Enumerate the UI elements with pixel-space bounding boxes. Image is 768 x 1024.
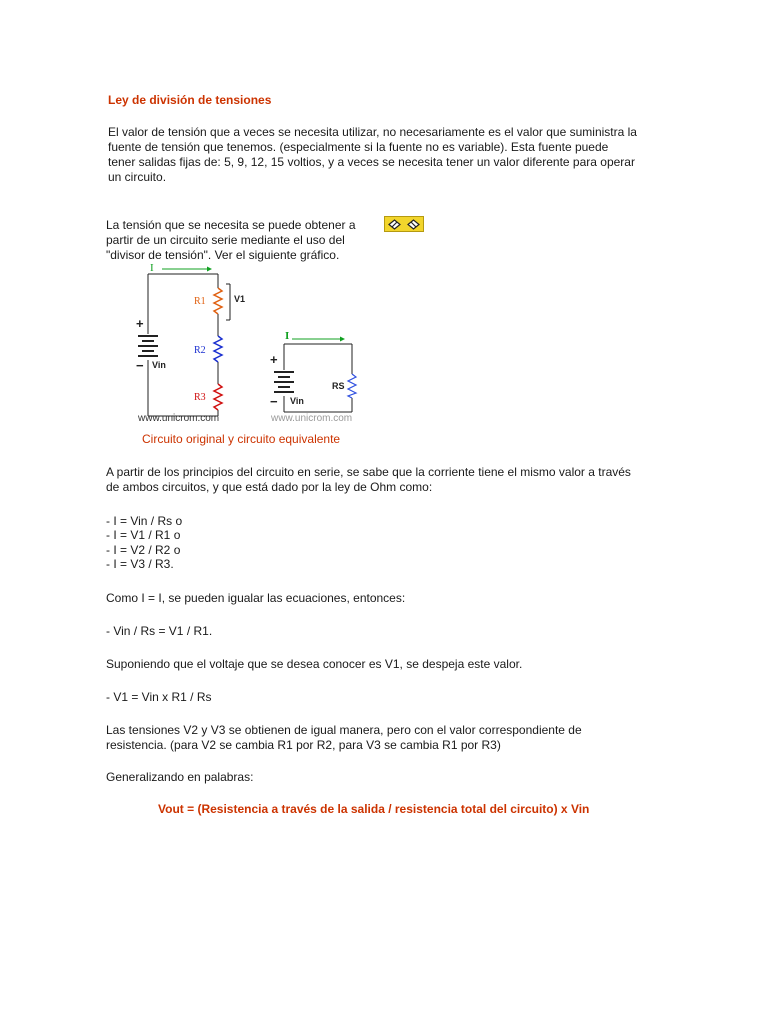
generalize-text: Generalizando en palabras:	[106, 770, 254, 784]
watermark-original: www.unicrom.com	[138, 413, 220, 424]
nav-buttons	[384, 216, 424, 232]
others-line: resistencia. (para V2 se cambia R1 por R2, para V3 se cambia R1 por R3)	[106, 738, 501, 752]
page-title: Ley de división de tensiones	[108, 93, 272, 107]
rs-label: RS	[332, 381, 345, 391]
r2-label: R2	[194, 345, 206, 356]
divider-line: "divisor de tensión". Ver el siguiente gráfico.	[106, 248, 340, 262]
v1-label: V1	[234, 294, 246, 304]
next-icon[interactable]	[407, 218, 421, 230]
suppose-text: Suponiendo que el voltaje que se desea conocer es V1, se despeja este valor.	[106, 657, 523, 671]
intro-line: tener salidas fijas de: 5, 9, 12, 15 voltios, y a veces se necesita tener un valor diferente para operar	[108, 155, 635, 169]
minus-sign-original: −	[136, 358, 144, 373]
intro-line: El valor de tensión que a veces se necesita utilizar, no necesariamente es el valor que suministra la	[108, 125, 637, 139]
v1-bracket	[226, 284, 230, 320]
equation-item: - I = V1 / R1 o	[106, 528, 181, 542]
intro-line: fuente de tensión que tenemos. (especialmente si la fuente no es variable). Esta fuente puede	[108, 140, 609, 154]
equation-vin: - Vin / Rs = V1 / R1.	[106, 624, 213, 638]
vin-label-equivalent: Vin	[290, 396, 304, 406]
prev-icon[interactable]	[388, 218, 402, 230]
resistor-r3	[214, 384, 222, 410]
general-formula: Vout = (Resistencia a través de la salida / resistencia total del circuito) x Vin	[158, 802, 590, 816]
r3-label: R3	[194, 392, 206, 403]
minus-sign-equivalent: −	[270, 394, 278, 409]
divider-line: La tensión que se necesita se puede obtener a	[106, 218, 356, 232]
equation-v1: - V1 = Vin x R1 / Rs	[106, 690, 212, 704]
equation-item: - I = V3 / R3.	[106, 557, 174, 571]
battery-equivalent	[274, 372, 294, 392]
plus-sign-original: +	[136, 316, 144, 331]
others-line: Las tensiones V2 y V3 se obtienen de igual manera, pero con el valor correspondiente de	[106, 723, 582, 737]
equation-item: - I = Vin / Rs o	[106, 514, 183, 528]
current-label-original: I	[150, 262, 154, 274]
current-label-equivalent: I	[285, 330, 290, 342]
circuit-diagram	[128, 258, 368, 430]
equation-item: - I = V2 / R2 o	[106, 543, 181, 557]
r1-label: R1	[194, 296, 206, 307]
battery-original	[138, 336, 158, 356]
resistor-r1	[214, 288, 222, 314]
equal-text: Como I = I, se pueden igualar las ecuaciones, entonces:	[106, 591, 406, 605]
figure-caption: Circuito original y circuito equivalente	[142, 432, 341, 446]
series-line: A partir de los principios del circuito en serie, se sabe que la corriente tiene el mismo valor a través	[106, 465, 631, 479]
resistor-r2	[214, 336, 222, 362]
current-arrow-equivalent	[292, 337, 345, 342]
series-line: de ambos circuitos, y que está dado por la ley de Ohm como:	[106, 480, 433, 494]
vin-label-original: Vin	[152, 360, 166, 370]
intro-line: un circuito.	[108, 170, 167, 184]
current-arrow-original	[162, 267, 212, 272]
wires-original	[148, 274, 218, 416]
divider-line: partir de un circuito serie mediante el uso del	[106, 233, 345, 247]
watermark-equivalent: www.unicrom.com	[271, 413, 353, 424]
resistor-rs	[348, 374, 356, 398]
plus-sign-equivalent: +	[270, 352, 278, 367]
